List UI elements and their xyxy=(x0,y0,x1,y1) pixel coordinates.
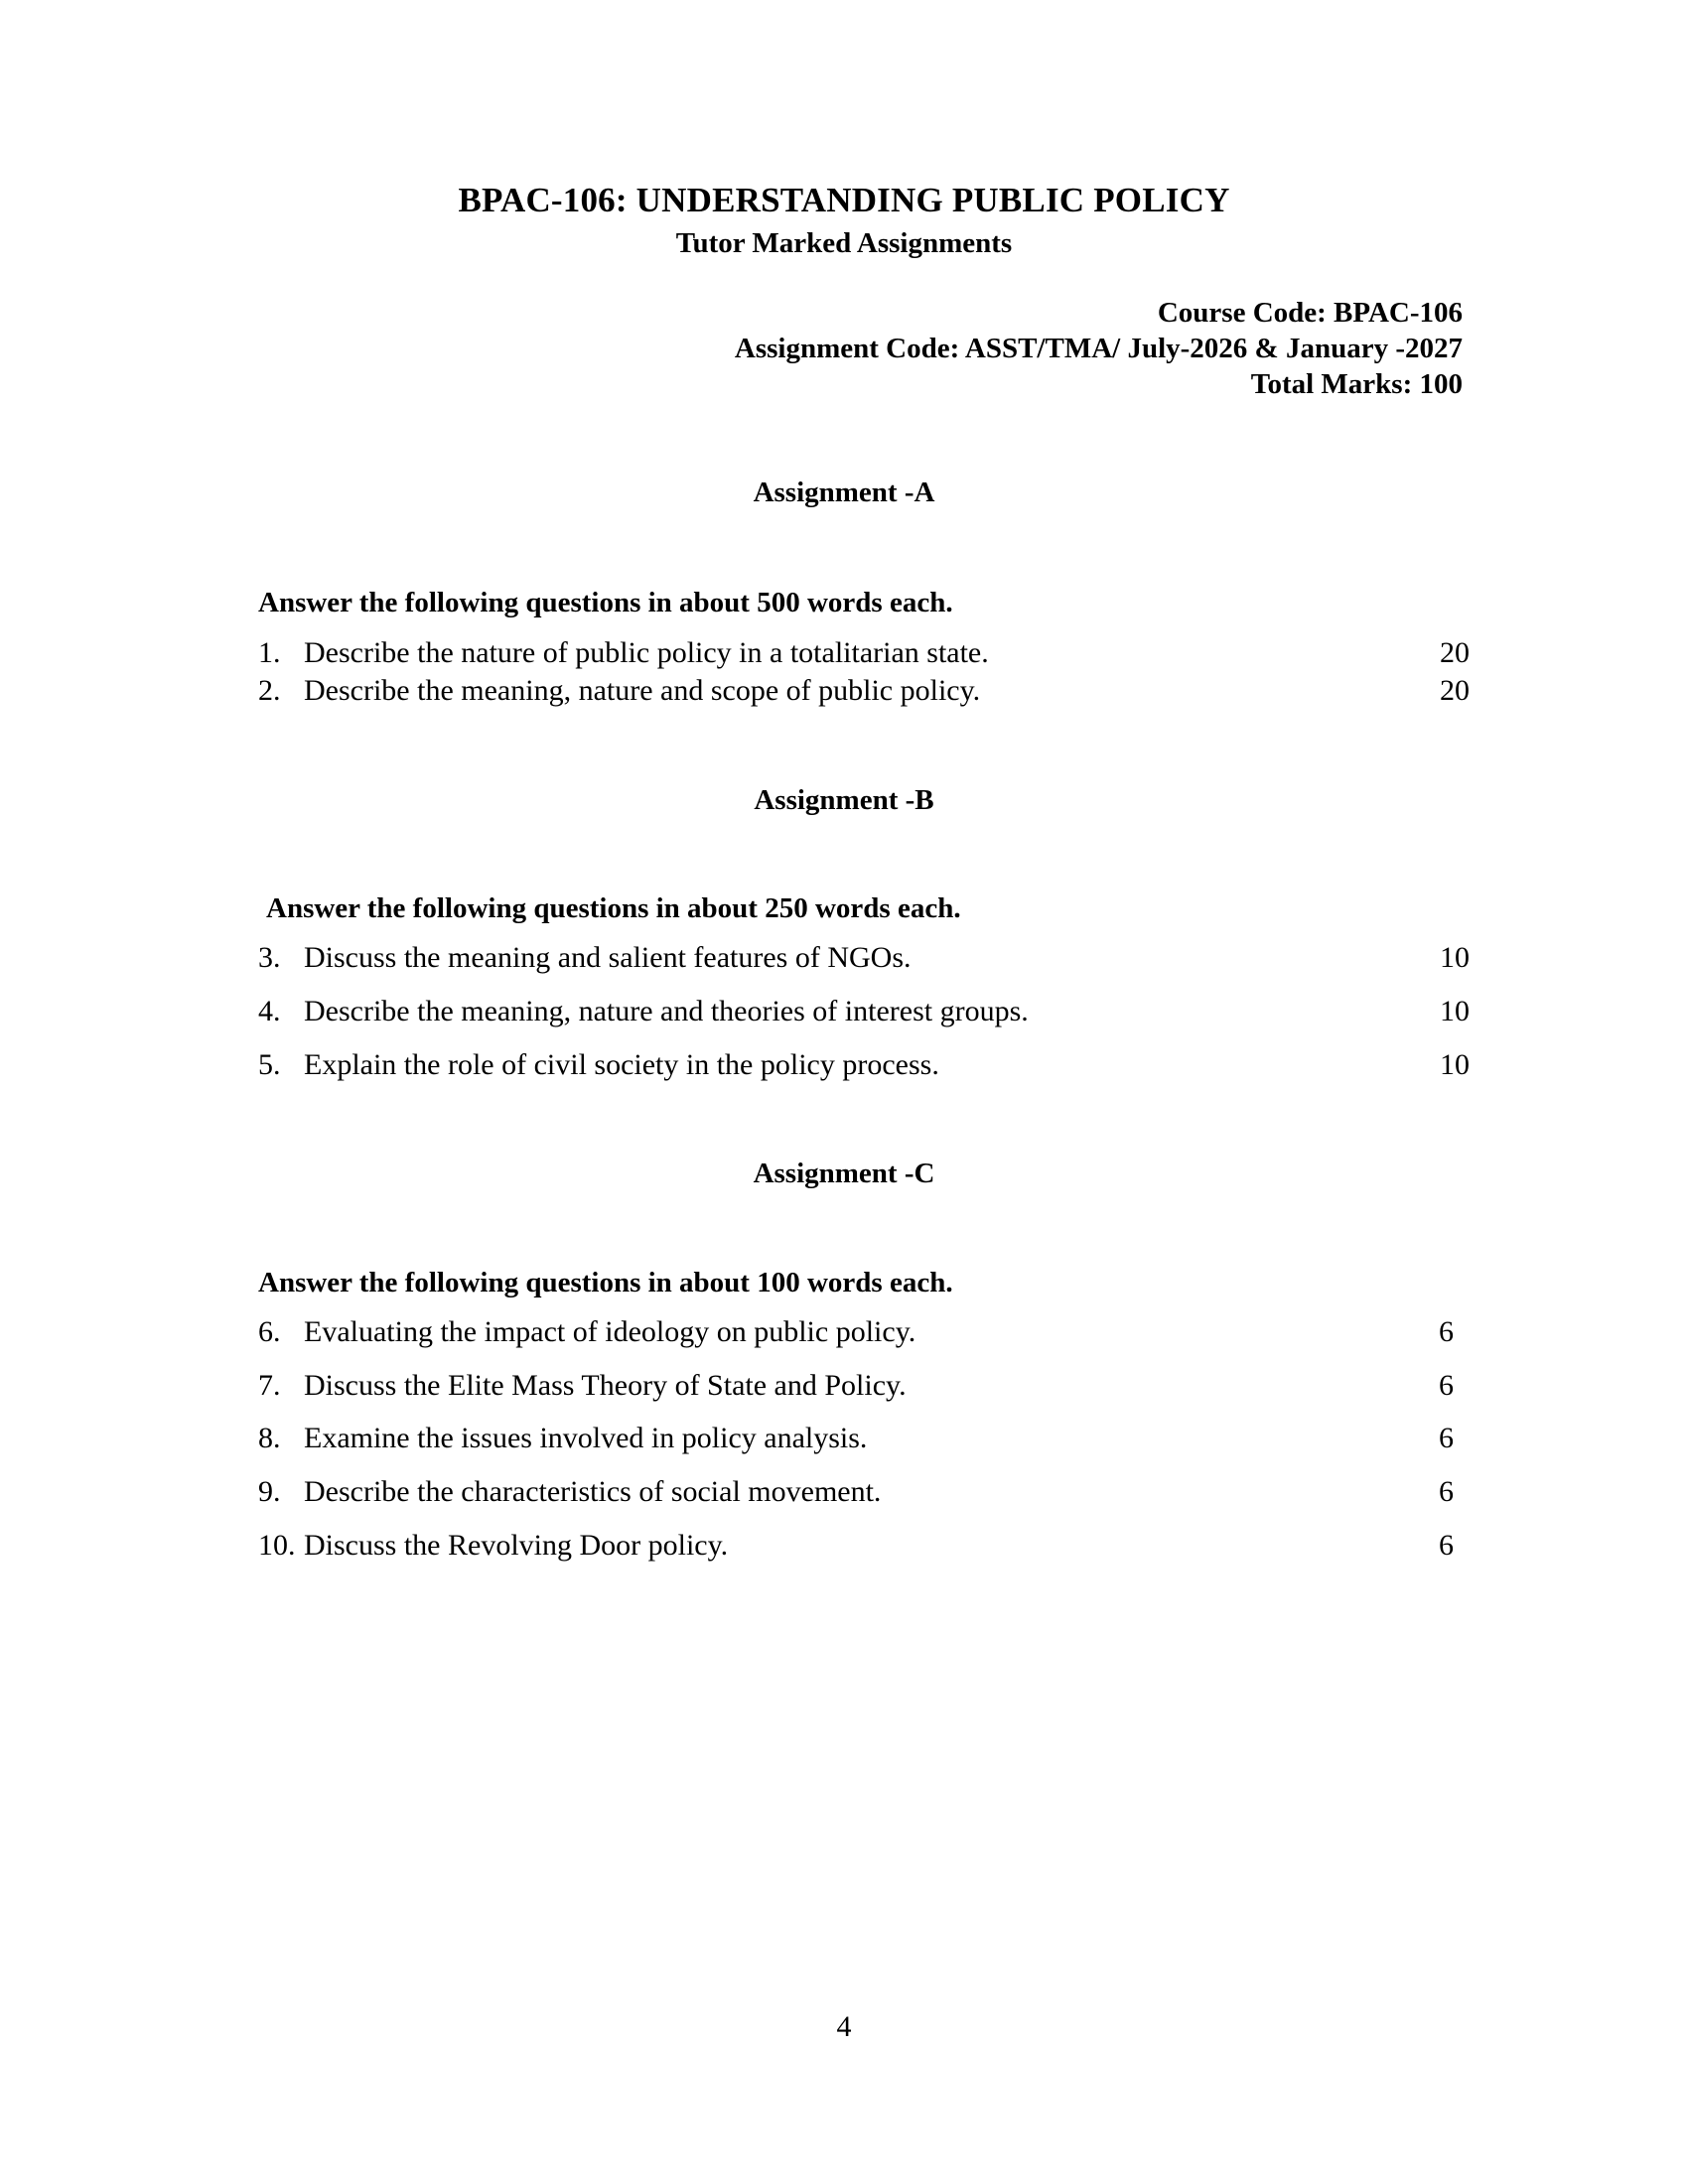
question-marks: 20 xyxy=(1440,636,1470,669)
question-row xyxy=(258,673,1470,709)
question-row xyxy=(258,1421,1470,1456)
question-marks: 6 xyxy=(1439,1422,1454,1454)
section-heading-a: Assignment -A xyxy=(753,477,935,508)
question-text: Evaluating the impact of ideology on public policy. xyxy=(304,1315,916,1348)
question-number: 10. xyxy=(258,1529,296,1562)
course-code: Course Code: BPAC-106 xyxy=(1157,297,1463,329)
question-text: Describe the nature of public policy in a totalitarian state. xyxy=(304,636,989,669)
question-marks: 20 xyxy=(1440,674,1470,707)
section-c-instruction: Answer the following questions in about 100 words each. xyxy=(258,1267,953,1298)
question-text: Discuss the meaning and salient features of NGOs. xyxy=(304,941,912,974)
question-row xyxy=(258,994,1470,1029)
question-marks: 10 xyxy=(1440,941,1470,974)
question-row xyxy=(258,635,1470,671)
section-heading-c: Assignment -C xyxy=(753,1158,935,1189)
question-number: 7. xyxy=(258,1369,281,1402)
question-text: Examine the issues involved in policy analysis. xyxy=(304,1422,868,1454)
question-number: 8. xyxy=(258,1422,281,1454)
section-b-instruction: Answer the following questions in about 250 words each. xyxy=(266,892,961,924)
question-row xyxy=(258,1528,1470,1564)
question-number: 1. xyxy=(258,636,281,669)
question-number: 2. xyxy=(258,674,281,707)
question-row xyxy=(258,1474,1470,1510)
document-subtitle: Tutor Marked Assignments xyxy=(675,227,1013,259)
question-marks: 6 xyxy=(1439,1369,1454,1402)
question-row xyxy=(258,1368,1470,1404)
question-number: 4. xyxy=(258,995,281,1027)
question-row xyxy=(258,1314,1470,1350)
question-marks: 10 xyxy=(1440,995,1470,1027)
question-marks: 10 xyxy=(1440,1048,1470,1081)
document-title: BPAC-106: UNDERSTANDING PUBLIC POLICY xyxy=(458,181,1230,219)
assignment-code: Assignment Code: ASST/TMA/ July-2026 & January -2027 xyxy=(734,333,1463,364)
question-text: Discuss the Elite Mass Theory of State and Policy. xyxy=(304,1369,907,1402)
question-row xyxy=(258,1047,1470,1083)
question-text: Discuss the Revolving Door policy. xyxy=(304,1529,729,1562)
question-marks: 6 xyxy=(1439,1475,1454,1508)
total-marks: Total Marks: 100 xyxy=(1250,368,1463,400)
question-text: Describe the meaning, nature and scope of public policy. xyxy=(304,674,981,707)
question-number: 6. xyxy=(258,1315,281,1348)
question-text: Explain the role of civil society in the policy process. xyxy=(304,1048,939,1081)
section-heading-b: Assignment -B xyxy=(754,784,934,816)
question-number: 5. xyxy=(258,1048,281,1081)
question-marks: 6 xyxy=(1439,1529,1454,1562)
question-row xyxy=(258,940,1470,976)
question-number: 9. xyxy=(258,1475,281,1508)
section-a-instruction: Answer the following questions in about 500 words each. xyxy=(258,587,953,618)
question-text: Describe the characteristics of social movement. xyxy=(304,1475,882,1508)
question-number: 3. xyxy=(258,941,281,974)
question-marks: 6 xyxy=(1439,1315,1454,1348)
page-number: 4 xyxy=(836,2010,852,2043)
question-text: Describe the meaning, nature and theories of interest groups. xyxy=(304,995,1029,1027)
